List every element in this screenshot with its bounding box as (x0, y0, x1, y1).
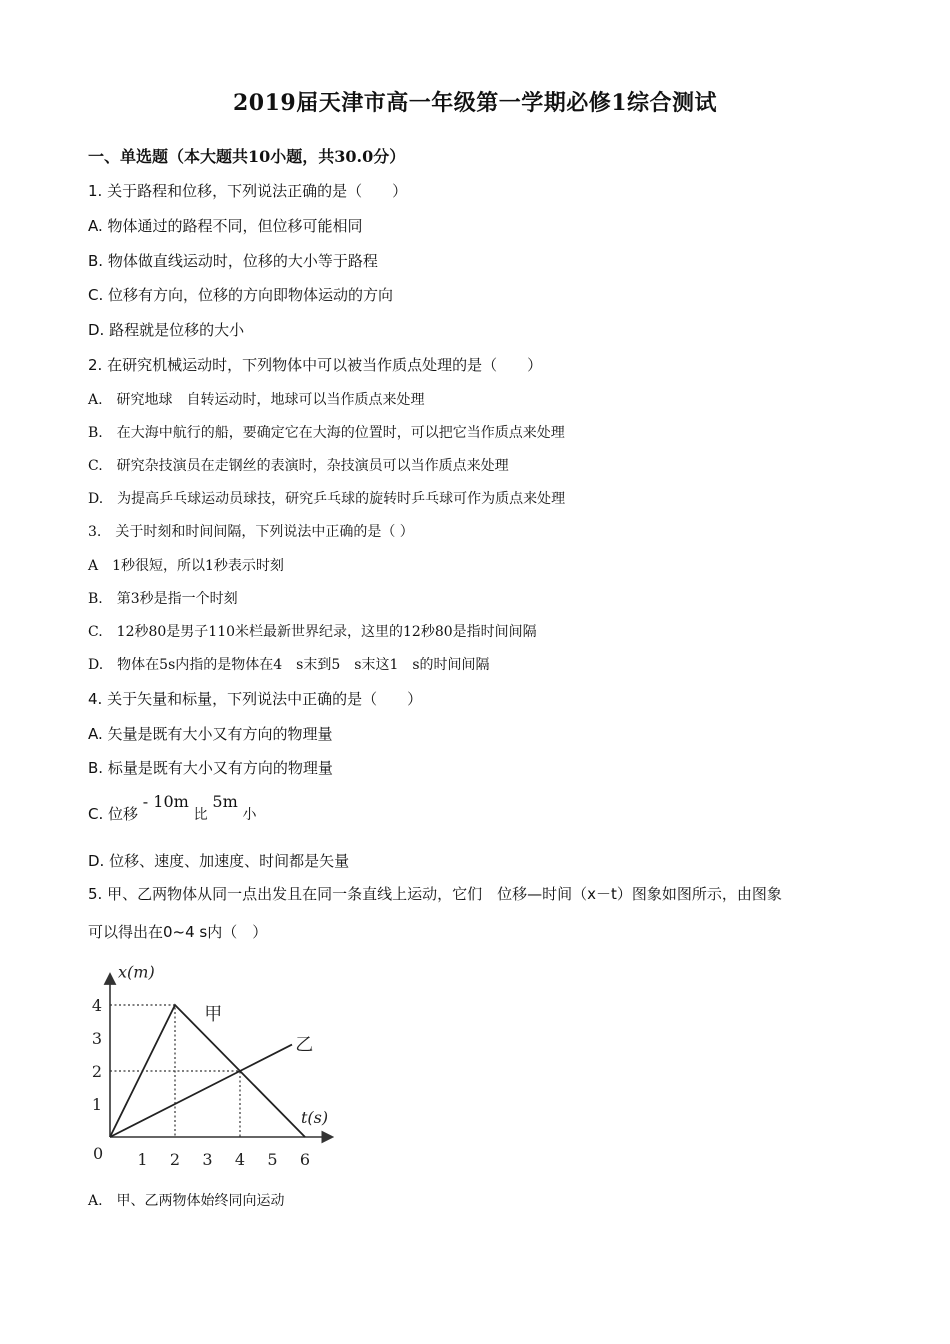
y-tick-label: 1 (91, 1095, 103, 1114)
x-tick-label: 2 (169, 1150, 181, 1169)
q4-option-c-suffix: 小 (242, 807, 257, 823)
q2-option-d: D. 为提高乒乓球运动员球技，研究乒乓球的旋转时乒乓球可作为质点来处理 (88, 491, 566, 507)
y-axis-label: x(m) (118, 962, 155, 982)
q4-option-b: B. 标量是既有大小又有方向的物理量 (88, 759, 333, 777)
x-tick-label: 3 (202, 1150, 213, 1169)
xt-graph-svg (86, 955, 376, 1170)
series-label-jia: 甲 (204, 1003, 223, 1025)
tick-labels (92, 996, 310, 1169)
q3-option-b: B. 第3秒是指一个时刻 (88, 591, 238, 607)
q4-option-d: D. 位移、速度、加速度、时间都是矢量 (88, 852, 350, 870)
series-lines (110, 1004, 313, 1137)
q4-stem: 4. 关于矢量和标量，下列说法中正确的是（ ） (88, 690, 423, 708)
q4-option-c-value1: - 10m (142, 792, 189, 811)
q1-option-a: A. 物体通过的路程不同，但位移可能相同 (88, 217, 363, 235)
q2-stem: 2. 在研究机械运动时，下列物体中可以被当作质点处理的是（ ） (88, 356, 543, 374)
x-tick-label: 6 (299, 1150, 311, 1169)
q3-option-c: C. 12秒80是男子110米栏最新世界纪录，这里的12秒80是指时间间隔 (88, 624, 537, 640)
q5-stem-line2: 可以得出在0~4 s内（ ） (88, 923, 268, 941)
q5-option-a: A. 甲、乙两物体始终同向运动 (88, 1193, 285, 1209)
y-tick-label: 2 (91, 1062, 103, 1081)
series-line-2 (110, 1045, 292, 1137)
y-tick-label: 3 (91, 1029, 103, 1048)
q2-option-b: B. 在大海中航行的船，要确定它在大海的位置时，可以把它当作质点来处理 (88, 425, 565, 441)
q1-option-b: B. 物体做直线运动时，位移的大小等于路程 (88, 252, 378, 270)
q1-stem: 1. 关于路程和位移，下列说法正确的是（ ） (88, 182, 408, 200)
q4-option-c (88, 792, 257, 824)
q3-option-d: D. 物体在5s内指的是物体在4 s末到5 s末这1 s的时间间隔 (88, 657, 490, 673)
y-tick-label: 4 (91, 996, 103, 1015)
q5-stem-line1: 5. 甲、乙两物体从同一点出发且在同一条直线上运动，它们 位移—时间（x－t）图象如图所示，由图象 (88, 885, 782, 903)
xt-graph (86, 955, 376, 1170)
x-tick-label: 1 (137, 1150, 148, 1169)
x-tick-label: 5 (267, 1150, 278, 1169)
q2-option-c: C. 研究杂技演员在走钢丝的表演时，杂技演员可以当作质点来处理 (88, 458, 509, 474)
q4-option-c-value2: 5m (212, 792, 238, 811)
q4-option-c-mid: 比 (193, 807, 208, 823)
series-label-yi: 乙 (295, 1034, 314, 1056)
q3-option-a: A 1秒很短，所以1秒表示时刻 (88, 558, 284, 574)
q1-option-c: C. 位移有方向，位移的方向即物体运动的方向 (88, 286, 394, 304)
q4-option-a: A. 矢量是既有大小又有方向的物理量 (88, 725, 333, 743)
document-title: 2019届天津市高一年级第一学期必修1综合测试 (232, 90, 718, 116)
x-tick-label: 4 (234, 1150, 246, 1169)
q4-option-c-prefix: C. 位移 (88, 805, 139, 823)
q1-option-d: D. 路程就是位移的大小 (88, 321, 245, 339)
q2-option-a: A. 研究地球 自转运动时，地球可以当作质点来处理 (88, 392, 425, 408)
q3-stem: 3. 关于时刻和时间间隔，下列说法中正确的是（ ） (88, 524, 414, 540)
section-heading: 一、单选题（本大题共10小题，共30.0分） (88, 147, 406, 166)
x-axis-label: t(s) (301, 1108, 329, 1127)
origin-label: 0 (93, 1144, 104, 1163)
